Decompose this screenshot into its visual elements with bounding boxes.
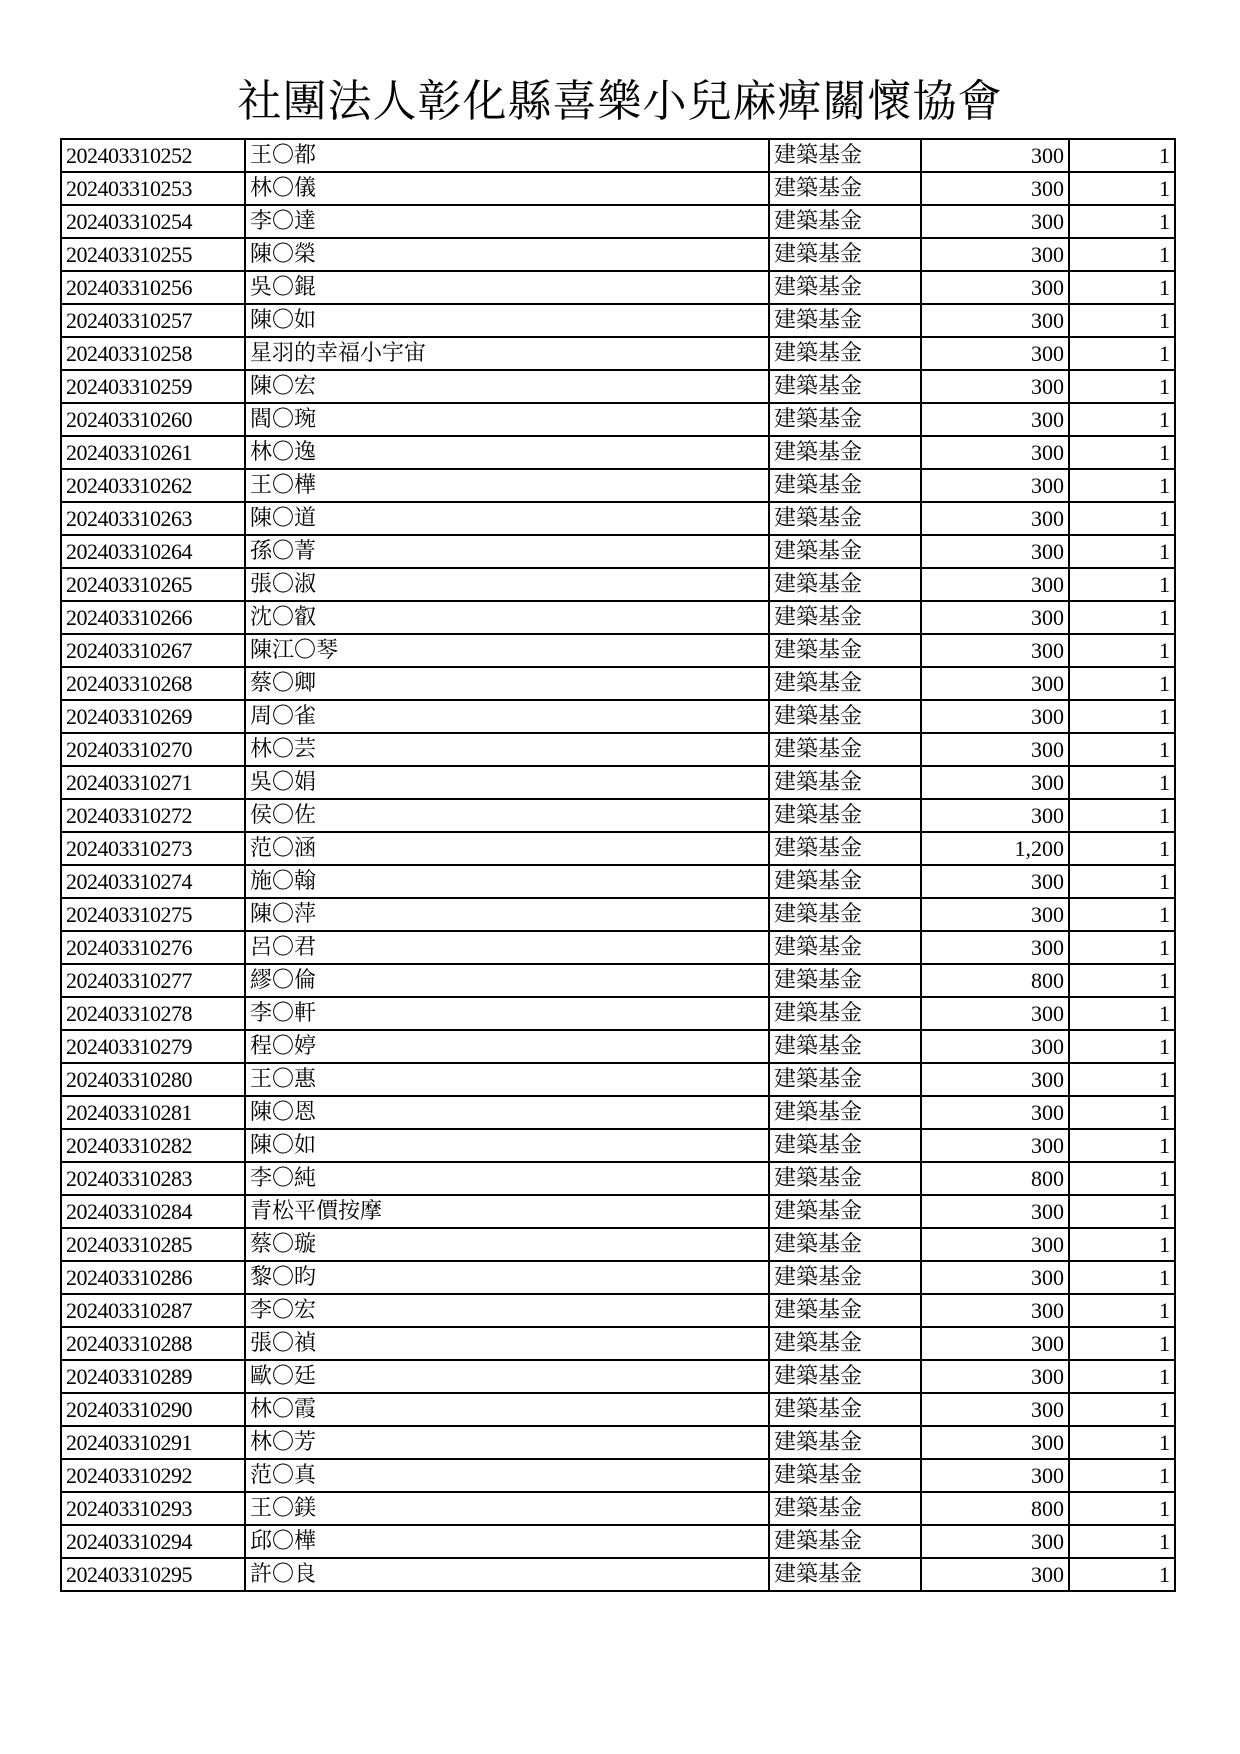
donor-name-cell: 李〇宏 — [245, 1294, 769, 1327]
table-row — [61, 799, 1175, 832]
donor-name-cell: 林〇芳 — [245, 1426, 769, 1459]
amount-cell: 300 — [921, 337, 1069, 370]
count-cell: 1 — [1069, 1195, 1175, 1228]
donor-name-cell: 李〇純 — [245, 1162, 769, 1195]
table-row — [61, 139, 1175, 172]
amount-cell: 300 — [921, 1063, 1069, 1096]
table-row — [61, 238, 1175, 271]
amount-cell: 300 — [921, 403, 1069, 436]
donor-name-cell: 陳〇如 — [245, 1129, 769, 1162]
donor-name-cell: 李〇軒 — [245, 997, 769, 1030]
donor-name-cell: 王〇樺 — [245, 469, 769, 502]
donation-type-cell: 建築基金 — [769, 238, 921, 271]
amount-cell: 300 — [921, 1129, 1069, 1162]
amount-cell: 300 — [921, 601, 1069, 634]
donation-type-cell: 建築基金 — [769, 535, 921, 568]
donor-name-cell: 吳〇錕 — [245, 271, 769, 304]
count-cell: 1 — [1069, 1426, 1175, 1459]
donation-type-cell: 建築基金 — [769, 304, 921, 337]
receipt-number-cell: 202403310280 — [61, 1063, 245, 1096]
table-row — [61, 1525, 1175, 1558]
receipt-number-cell: 202403310268 — [61, 667, 245, 700]
donor-name-cell: 孫〇菁 — [245, 535, 769, 568]
donation-type-cell: 建築基金 — [769, 799, 921, 832]
count-cell: 1 — [1069, 1096, 1175, 1129]
donation-type-cell: 建築基金 — [769, 1162, 921, 1195]
receipt-number-cell: 202403310261 — [61, 436, 245, 469]
receipt-number-cell: 202403310284 — [61, 1195, 245, 1228]
table-row — [61, 1030, 1175, 1063]
donation-type-cell: 建築基金 — [769, 139, 921, 172]
donation-type-cell: 建築基金 — [769, 1558, 921, 1591]
donation-type-cell: 建築基金 — [769, 205, 921, 238]
amount-cell: 300 — [921, 172, 1069, 205]
amount-cell: 300 — [921, 1261, 1069, 1294]
table-row — [61, 733, 1175, 766]
receipt-number-cell: 202403310290 — [61, 1393, 245, 1426]
count-cell: 1 — [1069, 964, 1175, 997]
donor-name-cell: 侯〇佐 — [245, 799, 769, 832]
donation-type-cell: 建築基金 — [769, 634, 921, 667]
amount-cell: 300 — [921, 502, 1069, 535]
table-row — [61, 1195, 1175, 1228]
donor-name-cell: 沈〇叡 — [245, 601, 769, 634]
receipt-number-cell: 202403310282 — [61, 1129, 245, 1162]
donation-type-cell: 建築基金 — [769, 271, 921, 304]
count-cell: 1 — [1069, 997, 1175, 1030]
page-title: 社團法人彰化縣喜樂小兒麻痺關懷協會 — [237, 76, 1003, 127]
table-row — [61, 205, 1175, 238]
donor-name-cell: 王〇惠 — [245, 1063, 769, 1096]
receipt-number-cell: 202403310258 — [61, 337, 245, 370]
donor-name-cell: 閻〇琬 — [245, 403, 769, 436]
amount-cell: 300 — [921, 1459, 1069, 1492]
donation-type-cell: 建築基金 — [769, 766, 921, 799]
count-cell: 1 — [1069, 1228, 1175, 1261]
table-row — [61, 1063, 1175, 1096]
table-row — [61, 1426, 1175, 1459]
donor-name-cell: 陳〇宏 — [245, 370, 769, 403]
table-row — [61, 634, 1175, 667]
receipt-number-cell: 202403310273 — [61, 832, 245, 865]
amount-cell: 300 — [921, 1195, 1069, 1228]
donor-name-cell: 蔡〇璇 — [245, 1228, 769, 1261]
donor-name-cell: 蔡〇卿 — [245, 667, 769, 700]
table-row — [61, 469, 1175, 502]
receipt-number-cell: 202403310270 — [61, 733, 245, 766]
donor-name-cell: 范〇涵 — [245, 832, 769, 865]
receipt-number-cell: 202403310292 — [61, 1459, 245, 1492]
donation-type-cell: 建築基金 — [769, 502, 921, 535]
donation-type-cell: 建築基金 — [769, 568, 921, 601]
table-row — [61, 964, 1175, 997]
count-cell: 1 — [1069, 1063, 1175, 1096]
receipt-number-cell: 202403310262 — [61, 469, 245, 502]
donor-name-cell: 陳〇萍 — [245, 898, 769, 931]
table-row — [61, 1261, 1175, 1294]
amount-cell: 300 — [921, 1228, 1069, 1261]
donor-name-cell: 青松平價按摩 — [245, 1195, 769, 1228]
donation-type-cell: 建築基金 — [769, 667, 921, 700]
donation-type-cell: 建築基金 — [769, 1261, 921, 1294]
count-cell: 1 — [1069, 1492, 1175, 1525]
count-cell: 1 — [1069, 898, 1175, 931]
receipt-number-cell: 202403310252 — [61, 139, 245, 172]
count-cell: 1 — [1069, 1162, 1175, 1195]
receipt-number-cell: 202403310294 — [61, 1525, 245, 1558]
donor-name-cell: 林〇芸 — [245, 733, 769, 766]
donor-name-cell: 林〇儀 — [245, 172, 769, 205]
receipt-number-cell: 202403310286 — [61, 1261, 245, 1294]
receipt-number-cell: 202403310295 — [61, 1558, 245, 1591]
count-cell: 1 — [1069, 766, 1175, 799]
receipt-number-cell: 202403310274 — [61, 865, 245, 898]
amount-cell: 300 — [921, 931, 1069, 964]
table-row — [61, 1360, 1175, 1393]
table-row — [61, 1393, 1175, 1426]
amount-cell: 300 — [921, 271, 1069, 304]
table-row — [61, 1294, 1175, 1327]
count-cell: 1 — [1069, 469, 1175, 502]
donation-type-cell: 建築基金 — [769, 469, 921, 502]
donation-type-cell: 建築基金 — [769, 997, 921, 1030]
donor-name-cell: 王〇鎂 — [245, 1492, 769, 1525]
amount-cell: 300 — [921, 436, 1069, 469]
count-cell: 1 — [1069, 931, 1175, 964]
amount-cell: 300 — [921, 205, 1069, 238]
count-cell: 1 — [1069, 832, 1175, 865]
count-cell: 1 — [1069, 1393, 1175, 1426]
table-row — [61, 997, 1175, 1030]
amount-cell: 300 — [921, 766, 1069, 799]
donation-type-cell: 建築基金 — [769, 1360, 921, 1393]
donation-type-cell: 建築基金 — [769, 1063, 921, 1096]
count-cell: 1 — [1069, 1129, 1175, 1162]
receipt-number-cell: 202403310253 — [61, 172, 245, 205]
count-cell: 1 — [1069, 667, 1175, 700]
amount-cell: 300 — [921, 1525, 1069, 1558]
count-cell: 1 — [1069, 139, 1175, 172]
count-cell: 1 — [1069, 1525, 1175, 1558]
donation-type-cell: 建築基金 — [769, 1195, 921, 1228]
donation-type-cell: 建築基金 — [769, 436, 921, 469]
receipt-number-cell: 202403310278 — [61, 997, 245, 1030]
count-cell: 1 — [1069, 304, 1175, 337]
amount-cell: 300 — [921, 469, 1069, 502]
amount-cell: 800 — [921, 1162, 1069, 1195]
donor-name-cell: 黎〇昀 — [245, 1261, 769, 1294]
donation-table-body — [61, 139, 1175, 1591]
amount-cell: 300 — [921, 139, 1069, 172]
donor-name-cell: 陳〇如 — [245, 304, 769, 337]
amount-cell: 300 — [921, 238, 1069, 271]
donation-type-cell: 建築基金 — [769, 403, 921, 436]
amount-cell: 300 — [921, 997, 1069, 1030]
receipt-number-cell: 202403310269 — [61, 700, 245, 733]
amount-cell: 800 — [921, 1492, 1069, 1525]
count-cell: 1 — [1069, 733, 1175, 766]
receipt-number-cell: 202403310256 — [61, 271, 245, 304]
receipt-number-cell: 202403310264 — [61, 535, 245, 568]
table-row — [61, 436, 1175, 469]
donation-type-cell: 建築基金 — [769, 337, 921, 370]
count-cell: 1 — [1069, 1558, 1175, 1591]
donation-type-cell: 建築基金 — [769, 370, 921, 403]
donor-name-cell: 程〇婷 — [245, 1030, 769, 1063]
donation-type-cell: 建築基金 — [769, 1228, 921, 1261]
receipt-number-cell: 202403310263 — [61, 502, 245, 535]
count-cell: 1 — [1069, 1294, 1175, 1327]
count-cell: 1 — [1069, 865, 1175, 898]
amount-cell: 300 — [921, 799, 1069, 832]
receipt-number-cell: 202403310260 — [61, 403, 245, 436]
table-row — [61, 601, 1175, 634]
donor-name-cell: 張〇淑 — [245, 568, 769, 601]
table-row — [61, 1558, 1175, 1591]
table-row — [61, 304, 1175, 337]
amount-cell: 300 — [921, 304, 1069, 337]
table-row — [61, 1162, 1175, 1195]
amount-cell: 300 — [921, 1360, 1069, 1393]
table-row — [61, 1492, 1175, 1525]
donor-name-cell: 繆〇倫 — [245, 964, 769, 997]
table-row — [61, 1228, 1175, 1261]
table-row — [61, 1327, 1175, 1360]
donation-type-cell: 建築基金 — [769, 1030, 921, 1063]
table-row — [61, 667, 1175, 700]
table-row — [61, 1096, 1175, 1129]
receipt-number-cell: 202403310255 — [61, 238, 245, 271]
receipt-number-cell: 202403310266 — [61, 601, 245, 634]
table-row — [61, 865, 1175, 898]
amount-cell: 300 — [921, 370, 1069, 403]
donation-type-cell: 建築基金 — [769, 601, 921, 634]
receipt-number-cell: 202403310277 — [61, 964, 245, 997]
amount-cell: 300 — [921, 1030, 1069, 1063]
donor-name-cell: 歐〇廷 — [245, 1360, 769, 1393]
receipt-number-cell: 202403310281 — [61, 1096, 245, 1129]
amount-cell: 300 — [921, 535, 1069, 568]
receipt-number-cell: 202403310283 — [61, 1162, 245, 1195]
donation-type-cell: 建築基金 — [769, 1294, 921, 1327]
receipt-number-cell: 202403310285 — [61, 1228, 245, 1261]
count-cell: 1 — [1069, 436, 1175, 469]
donor-name-cell: 陳〇榮 — [245, 238, 769, 271]
donation-type-cell: 建築基金 — [769, 898, 921, 931]
donation-table — [60, 138, 1176, 1592]
receipt-number-cell: 202403310288 — [61, 1327, 245, 1360]
count-cell: 1 — [1069, 700, 1175, 733]
count-cell: 1 — [1069, 172, 1175, 205]
table-row — [61, 898, 1175, 931]
table-row — [61, 337, 1175, 370]
receipt-number-cell: 202403310259 — [61, 370, 245, 403]
table-row — [61, 271, 1175, 304]
count-cell: 1 — [1069, 535, 1175, 568]
table-row — [61, 370, 1175, 403]
table-row — [61, 832, 1175, 865]
count-cell: 1 — [1069, 634, 1175, 667]
donation-type-cell: 建築基金 — [769, 700, 921, 733]
donor-name-cell: 邱〇樺 — [245, 1525, 769, 1558]
table-row — [61, 700, 1175, 733]
donor-name-cell: 王〇都 — [245, 139, 769, 172]
receipt-number-cell: 202403310257 — [61, 304, 245, 337]
amount-cell: 300 — [921, 1558, 1069, 1591]
amount-cell: 300 — [921, 865, 1069, 898]
amount-cell: 300 — [921, 1327, 1069, 1360]
donation-type-cell: 建築基金 — [769, 1459, 921, 1492]
receipt-number-cell: 202403310291 — [61, 1426, 245, 1459]
donation-type-cell: 建築基金 — [769, 931, 921, 964]
receipt-number-cell: 202403310254 — [61, 205, 245, 238]
table-row — [61, 1129, 1175, 1162]
count-cell: 1 — [1069, 502, 1175, 535]
receipt-number-cell: 202403310271 — [61, 766, 245, 799]
count-cell: 1 — [1069, 1459, 1175, 1492]
donor-name-cell: 施〇翰 — [245, 865, 769, 898]
donor-name-cell: 周〇雀 — [245, 700, 769, 733]
amount-cell: 300 — [921, 1096, 1069, 1129]
count-cell: 1 — [1069, 1327, 1175, 1360]
amount-cell: 300 — [921, 700, 1069, 733]
table-row — [61, 931, 1175, 964]
donor-name-cell: 許〇良 — [245, 1558, 769, 1591]
count-cell: 1 — [1069, 271, 1175, 304]
donation-type-cell: 建築基金 — [769, 1426, 921, 1459]
count-cell: 1 — [1069, 799, 1175, 832]
receipt-number-cell: 202403310287 — [61, 1294, 245, 1327]
donation-type-cell: 建築基金 — [769, 1096, 921, 1129]
donation-type-cell: 建築基金 — [769, 172, 921, 205]
donation-type-cell: 建築基金 — [769, 832, 921, 865]
amount-cell: 800 — [921, 964, 1069, 997]
amount-cell: 300 — [921, 634, 1069, 667]
count-cell: 1 — [1069, 238, 1175, 271]
table-row — [61, 1459, 1175, 1492]
table-row — [61, 172, 1175, 205]
donation-type-cell: 建築基金 — [769, 1327, 921, 1360]
count-cell: 1 — [1069, 205, 1175, 238]
receipt-number-cell: 202403310279 — [61, 1030, 245, 1063]
donor-name-cell: 星羽的幸福小宇宙 — [245, 337, 769, 370]
table-row — [61, 502, 1175, 535]
table-row — [61, 766, 1175, 799]
receipt-number-cell: 202403310275 — [61, 898, 245, 931]
amount-cell: 300 — [921, 568, 1069, 601]
count-cell: 1 — [1069, 1030, 1175, 1063]
receipt-number-cell: 202403310276 — [61, 931, 245, 964]
receipt-number-cell: 202403310272 — [61, 799, 245, 832]
receipt-number-cell: 202403310293 — [61, 1492, 245, 1525]
donor-name-cell: 陳江〇琴 — [245, 634, 769, 667]
count-cell: 1 — [1069, 568, 1175, 601]
donor-name-cell: 陳〇道 — [245, 502, 769, 535]
donation-type-cell: 建築基金 — [769, 733, 921, 766]
donor-name-cell: 陳〇恩 — [245, 1096, 769, 1129]
count-cell: 1 — [1069, 403, 1175, 436]
amount-cell: 300 — [921, 733, 1069, 766]
count-cell: 1 — [1069, 337, 1175, 370]
donor-name-cell: 呂〇君 — [245, 931, 769, 964]
count-cell: 1 — [1069, 1261, 1175, 1294]
table-row — [61, 535, 1175, 568]
amount-cell: 300 — [921, 667, 1069, 700]
amount-cell: 1,200 — [921, 832, 1069, 865]
donor-name-cell: 范〇真 — [245, 1459, 769, 1492]
donation-type-cell: 建築基金 — [769, 1393, 921, 1426]
receipt-number-cell: 202403310265 — [61, 568, 245, 601]
donor-name-cell: 林〇霞 — [245, 1393, 769, 1426]
count-cell: 1 — [1069, 1360, 1175, 1393]
receipt-number-cell: 202403310289 — [61, 1360, 245, 1393]
count-cell: 1 — [1069, 370, 1175, 403]
table-row — [61, 403, 1175, 436]
amount-cell: 300 — [921, 1426, 1069, 1459]
amount-cell: 300 — [921, 1294, 1069, 1327]
donor-name-cell: 吳〇娟 — [245, 766, 769, 799]
amount-cell: 300 — [921, 1393, 1069, 1426]
count-cell: 1 — [1069, 601, 1175, 634]
donation-type-cell: 建築基金 — [769, 964, 921, 997]
donation-type-cell: 建築基金 — [769, 865, 921, 898]
donation-type-cell: 建築基金 — [769, 1492, 921, 1525]
receipt-number-cell: 202403310267 — [61, 634, 245, 667]
donor-name-cell: 李〇達 — [245, 205, 769, 238]
donation-type-cell: 建築基金 — [769, 1525, 921, 1558]
amount-cell: 300 — [921, 898, 1069, 931]
donation-type-cell: 建築基金 — [769, 1129, 921, 1162]
donor-name-cell: 張〇禎 — [245, 1327, 769, 1360]
table-row — [61, 568, 1175, 601]
donor-name-cell: 林〇逸 — [245, 436, 769, 469]
